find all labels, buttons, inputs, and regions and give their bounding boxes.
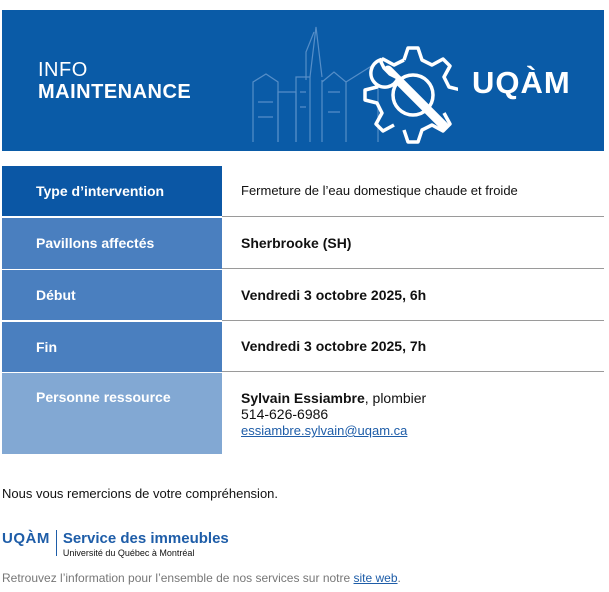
footer-logo — [2, 530, 229, 559]
row-value: Vendredi 3 octobre 2025, 7h — [222, 322, 604, 372]
uqam-logo: UQÀM — [472, 65, 571, 100]
table-row — [2, 166, 604, 216]
row-label: Pavillons affectés — [2, 218, 222, 269]
footer-period: . — [397, 571, 401, 585]
footer-uqam-logo: UQÀM — [2, 530, 50, 547]
site-web-link[interactable]: site web — [353, 571, 398, 585]
row-label: Fin — [2, 322, 222, 372]
table-row — [2, 373, 604, 454]
footer-info-text — [2, 571, 401, 585]
row-value: Vendredi 3 octobre 2025, 6h — [222, 270, 604, 320]
contact-phone: 514-626-6986 — [241, 406, 329, 422]
footer-info-label: Retrouvez l’information pour l’ensemble de nos services sur notre — [2, 571, 354, 585]
row-label: Type d’intervention — [2, 166, 222, 216]
thanks-text: Nous vous remercions de votre compréhension. — [2, 486, 279, 501]
maintenance-banner — [2, 10, 604, 151]
banner-info-text: INFO — [38, 59, 88, 81]
banner-maintenance-text: MAINTENANCE — [38, 81, 192, 103]
contact-cell — [222, 373, 604, 454]
contact-email-link[interactable]: essiambre.sylvain@uqam.ca — [241, 423, 408, 438]
table-row — [2, 270, 604, 320]
footer-university-name: Université du Québec à Montréal — [62, 548, 195, 558]
row-label: Début — [2, 270, 222, 320]
contact-role: , plombier — [364, 390, 427, 406]
row-value: Sherbrooke (SH) — [222, 218, 604, 269]
footer-service-name: Service des immeubles — [62, 530, 229, 547]
table-row — [2, 322, 604, 372]
table-row — [2, 218, 604, 269]
contact-name-line — [241, 390, 604, 406]
footer-logo-divider — [56, 530, 57, 556]
contact-name: Sylvain Essiambre — [241, 390, 365, 406]
row-value: Fermeture de l’eau domestique chaude et froide — [222, 166, 604, 216]
row-label: Personne ressource — [2, 373, 222, 454]
campus-gear-wrench-icon — [248, 22, 458, 147]
intervention-table — [2, 166, 604, 454]
